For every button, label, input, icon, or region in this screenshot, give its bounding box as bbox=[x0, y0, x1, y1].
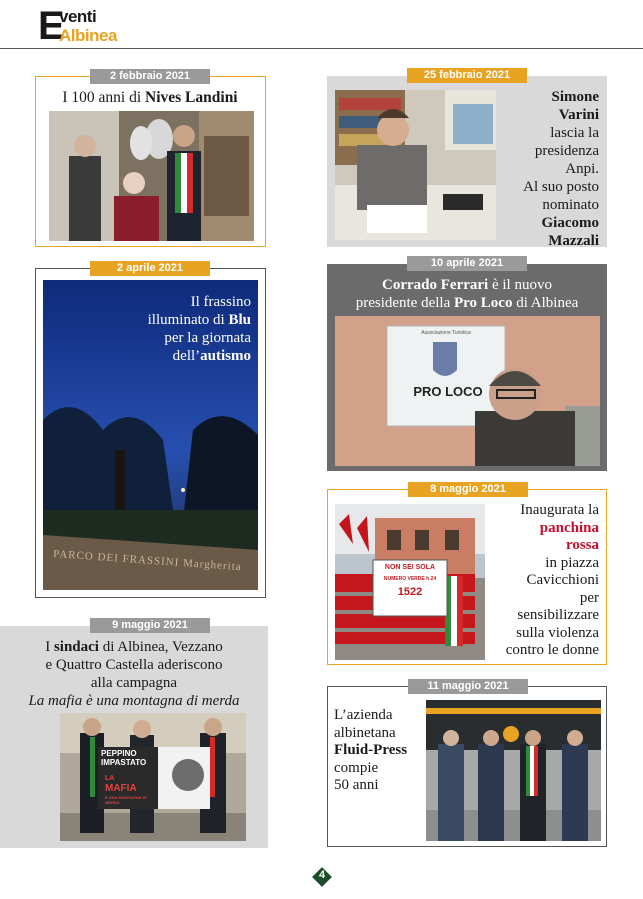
card-panchina bbox=[327, 483, 607, 665]
banner-line4: MAFIA bbox=[105, 783, 137, 794]
banner-line2: IMPASTATO bbox=[101, 758, 147, 767]
photo-proloco bbox=[335, 316, 600, 466]
card-sindaci bbox=[0, 619, 268, 848]
park-sign: PARCO DEI FRASSINI Margherita bbox=[52, 548, 243, 574]
card-proloco bbox=[327, 257, 607, 471]
sign-line2: NUMERO VERDE h 24 bbox=[383, 576, 437, 582]
photo-nives bbox=[49, 111, 254, 241]
date-badge: 2 febbraio 2021 bbox=[90, 69, 210, 84]
card-text: Simone Varini lascia la presidenza Anpi. Al suo posto nominato Giacomo Mazzali bbox=[523, 89, 599, 249]
card-text: Il frassino illuminato di Blu per la giornata dell’autismo bbox=[147, 294, 251, 364]
card-nives bbox=[35, 70, 266, 247]
date-badge: 25 febbraio 2021 bbox=[407, 68, 527, 83]
date-badge: 9 maggio 2021 bbox=[90, 618, 210, 633]
plate-text: PRO LOCO bbox=[413, 384, 483, 399]
sign-line3: 1522 bbox=[397, 586, 423, 598]
photo-sindaci bbox=[60, 713, 246, 841]
card-title: Corrado Ferrari è il nuovo presidente della Pro Loco di Albinea bbox=[355, 277, 579, 311]
card-varini bbox=[327, 69, 607, 249]
photo-varini bbox=[335, 90, 496, 240]
card-fluid bbox=[327, 680, 607, 847]
card-frassino bbox=[35, 262, 266, 598]
date-badge: 10 aprile 2021 bbox=[407, 256, 527, 271]
masthead-line1: venti bbox=[59, 7, 97, 26]
masthead-letter: E bbox=[38, 4, 65, 48]
card-title: I sindaci di Albinea, Vezzano e Quattro Castella aderiscono alla campagna La mafia è una montagna di merda bbox=[28, 639, 240, 709]
card-text: L’azienda albinetana Fluid-Press compie 50 anni bbox=[334, 707, 408, 793]
banner-line5: È UNA MONTAGNA DI MERDA bbox=[105, 795, 147, 805]
masthead bbox=[0, 0, 643, 50]
photo-panchina bbox=[335, 504, 485, 660]
plate-small: Associazione Turistica bbox=[421, 330, 471, 336]
date-badge: 2 aprile 2021 bbox=[90, 261, 210, 276]
page-number: 4 bbox=[318, 869, 326, 881]
banner-line1: PEPPINO bbox=[101, 749, 137, 758]
card-text: Inaugurata la panchina rossa in piazza Cavicchioni per sensibilizzare sulla violenza contro le donne bbox=[505, 502, 599, 658]
banner-line3: LA bbox=[105, 775, 115, 782]
masthead-rule bbox=[0, 48, 643, 49]
date-badge: 11 maggio 2021 bbox=[408, 679, 528, 694]
date-badge: 8 maggio 2021 bbox=[408, 482, 528, 497]
page-number-badge bbox=[311, 866, 333, 888]
sign-line1: NON SEI SOLA bbox=[384, 564, 436, 571]
card-title: I 100 anni di Nives Landini bbox=[62, 89, 238, 106]
photo-fluid bbox=[426, 700, 601, 841]
masthead-line2: Albinea bbox=[59, 26, 117, 45]
